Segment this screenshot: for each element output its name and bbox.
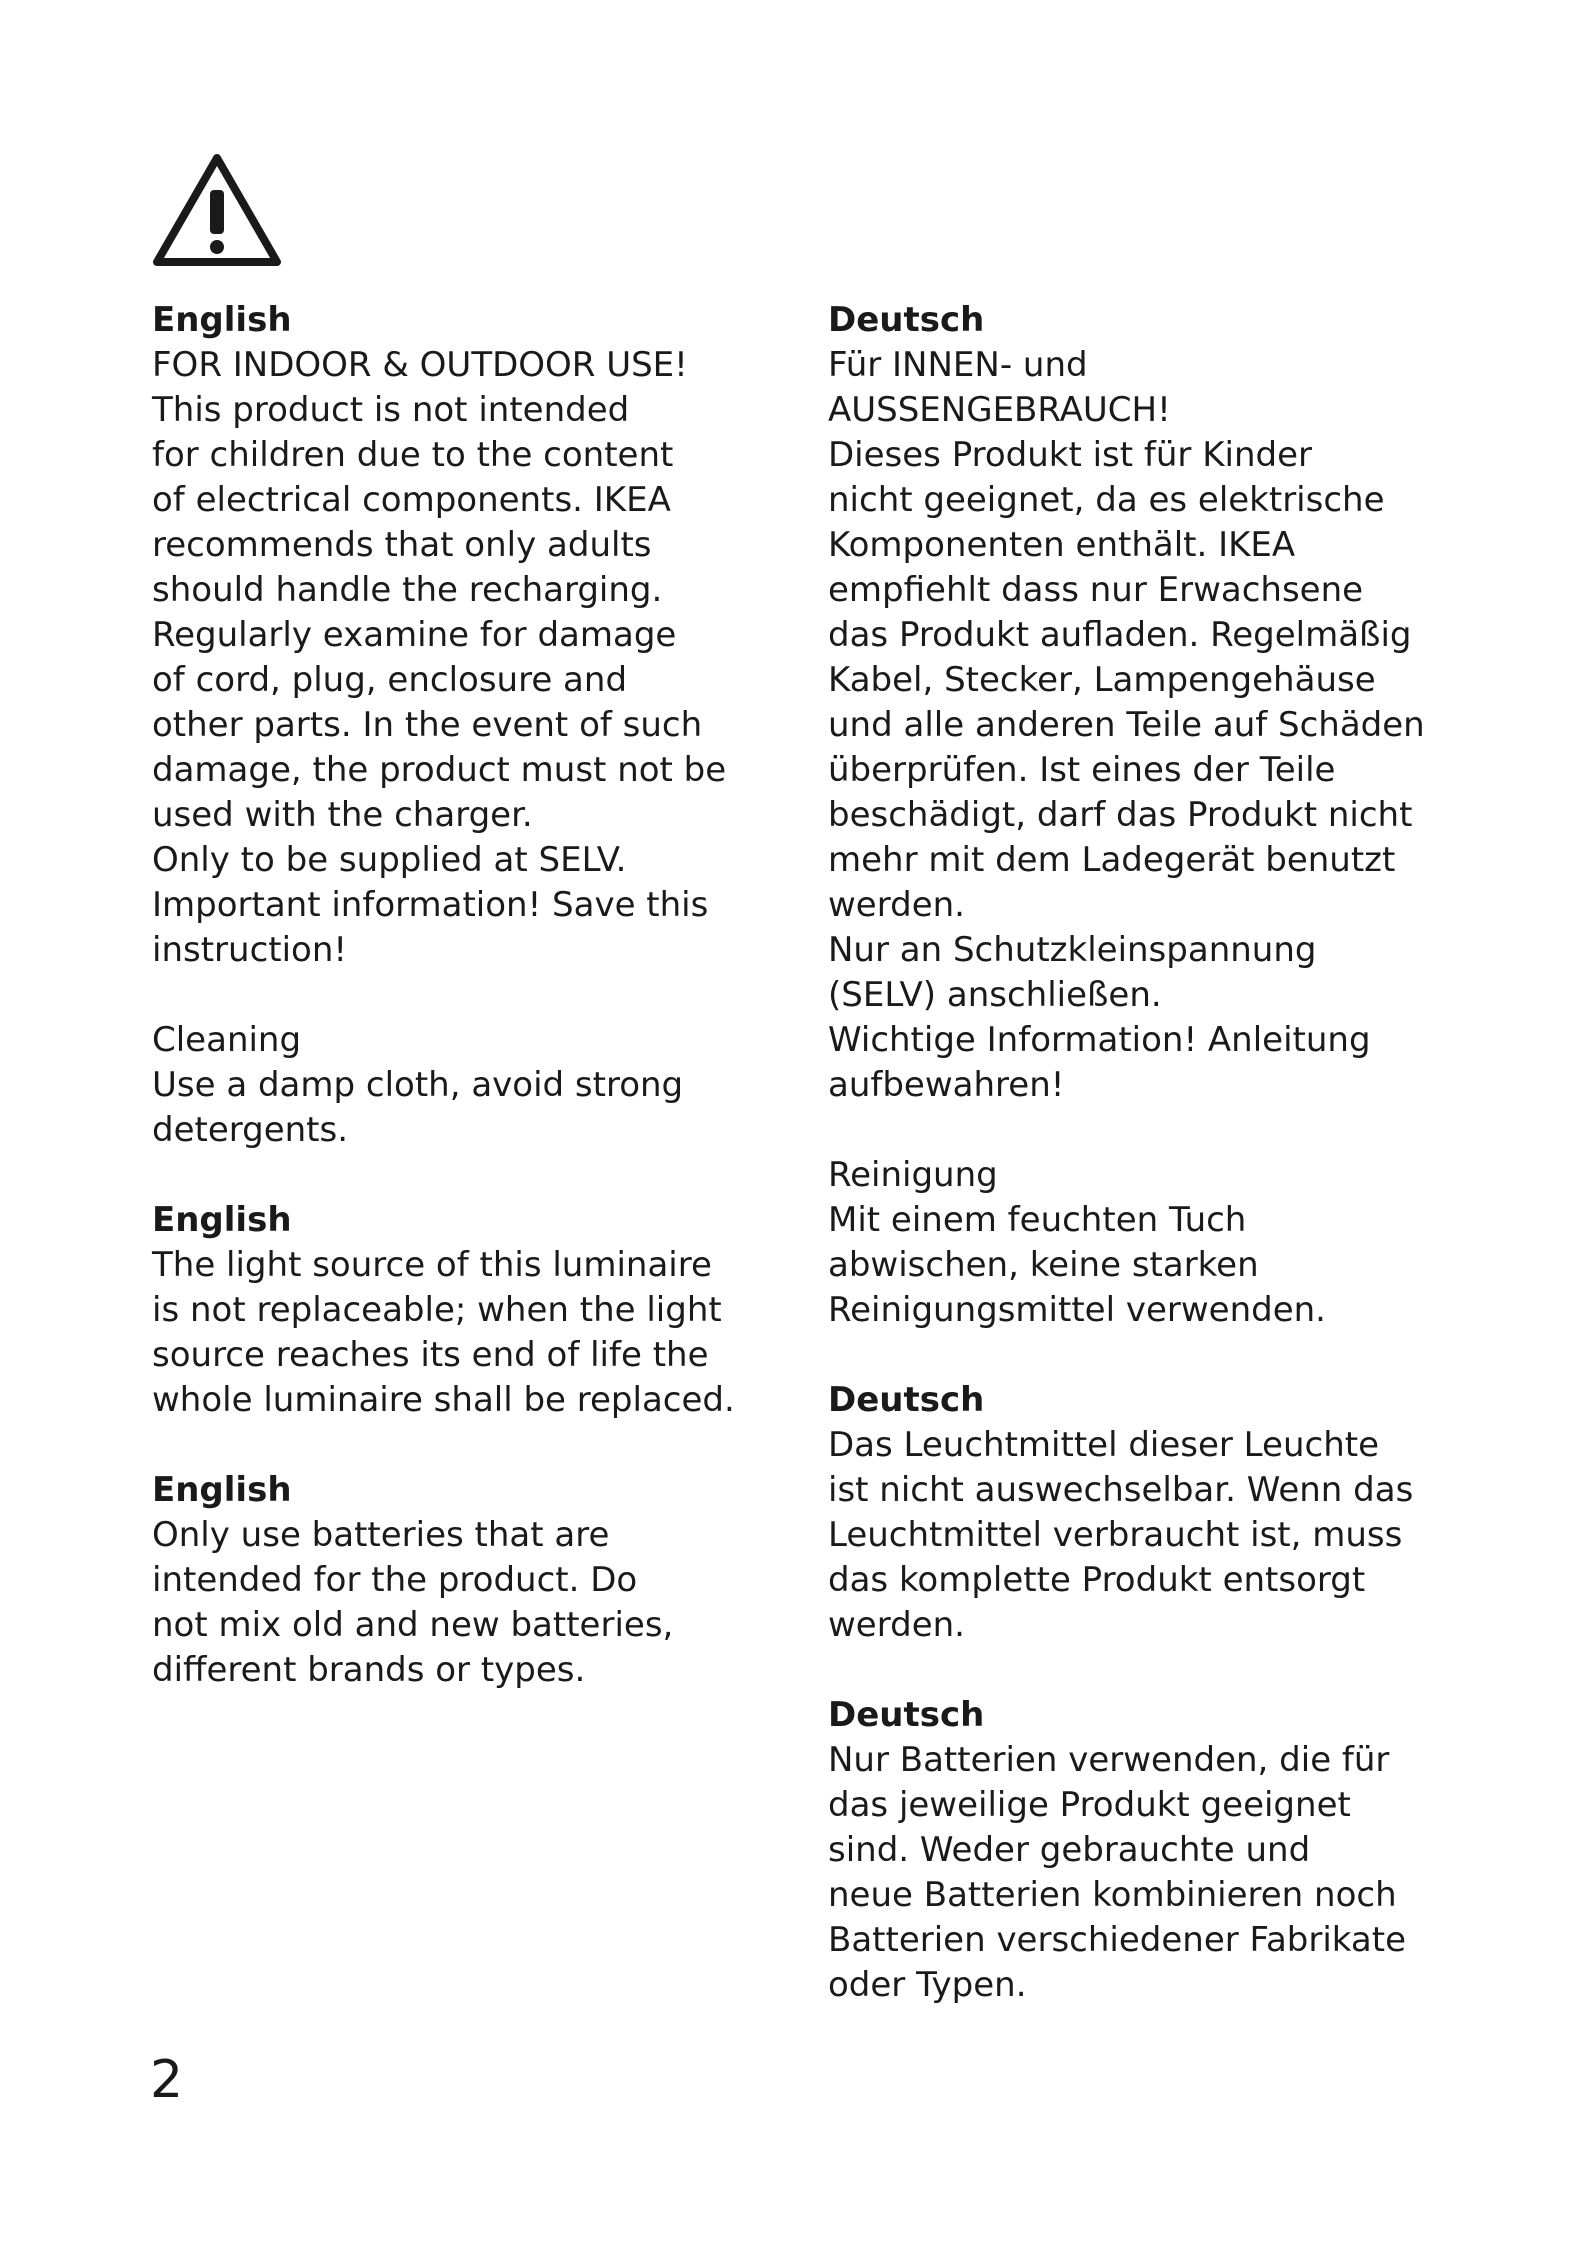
batteries-text <box>152 1513 792 1693</box>
text-line: AUSSENGEBRAUCH! <box>828 390 1171 430</box>
text-line: Batterien verschiedener Fabrikate <box>828 1920 1406 1960</box>
text-line: of electrical components. IKEA <box>152 480 671 520</box>
text-line: das komplette Produkt entsorgt <box>828 1560 1366 1600</box>
text-line: Only use batteries that are <box>152 1515 610 1555</box>
text-line: Regularly examine for damage <box>152 615 677 655</box>
text-line: aufbewahren! <box>828 1065 1065 1105</box>
text-line: beschädigt, darf das Produkt nicht <box>828 795 1413 835</box>
text-line: Das Leuchtmittel dieser Leuchte <box>828 1425 1379 1465</box>
text-line: This product is not intended <box>152 390 630 430</box>
light-source-text <box>828 1423 1468 1648</box>
cleaning-text <box>152 1063 792 1153</box>
text-line: werden. <box>828 885 965 925</box>
text-line: Kabel, Stecker, Lampengehäuse <box>828 660 1376 700</box>
cleaning-title: Reinigung <box>828 1155 998 1195</box>
text-line: (SELV) anschließen. <box>828 975 1162 1015</box>
text-line: Important information! Save this <box>152 885 709 925</box>
deutsch-safety-section <box>828 298 1468 1333</box>
text-line: Leuchtmittel verbraucht ist, muss <box>828 1515 1403 1555</box>
text-line: Für INNEN- und <box>828 345 1088 385</box>
text-line: source reaches its end of life the <box>152 1335 709 1375</box>
text-line: of cord, plug, enclosure and <box>152 660 628 700</box>
text-line: Use a damp cloth, avoid strong <box>152 1065 684 1105</box>
text-line: different brands or types. <box>152 1650 586 1690</box>
deutsch-light-source-section <box>828 1378 1468 1648</box>
text-line: werden. <box>828 1605 965 1645</box>
text-line: whole luminaire shall be replaced. <box>152 1380 735 1420</box>
section-heading: Deutsch <box>828 1695 985 1735</box>
text-line: nicht geeignet, da es elektrische <box>828 480 1385 520</box>
text-line: other parts. In the event of such <box>152 705 703 745</box>
text-line: abwischen, keine starken <box>828 1245 1259 1285</box>
text-line: for children due to the content <box>152 435 674 475</box>
text-line: überprüfen. Ist eines der Teile <box>828 750 1336 790</box>
warning-triangle-icon <box>150 150 284 270</box>
deutsch-column <box>828 298 1468 2008</box>
text-line: empfiehlt dass nur Erwachsene <box>828 570 1364 610</box>
text-line: The light source of this luminaire <box>152 1245 712 1285</box>
text-line: detergents. <box>152 1110 349 1150</box>
text-line: das jeweilige Produkt geeignet <box>828 1785 1351 1825</box>
english-batteries-section <box>152 1468 792 1693</box>
text-line: damage, the product must not be <box>152 750 727 790</box>
text-line: FOR INDOOR & OUTDOOR USE! <box>152 345 688 385</box>
text-line: sind. Weder gebrauchte und <box>828 1830 1311 1870</box>
text-line: Dieses Produkt ist für Kinder <box>828 435 1312 475</box>
text-line: mehr mit dem Ladegerät benutzt <box>828 840 1396 880</box>
deutsch-batteries-section <box>828 1693 1468 2008</box>
english-column <box>152 298 792 1693</box>
page-number: 2 <box>150 2050 184 2110</box>
text-line: Nur Batterien verwenden, die für <box>828 1740 1390 1780</box>
text-line: Only to be supplied at SELV. <box>152 840 627 880</box>
section-heading: English <box>152 1200 292 1240</box>
text-line: Komponenten enthält. IKEA <box>828 525 1296 565</box>
text-line: Mit einem feuchten Tuch <box>828 1200 1247 1240</box>
light-source-text <box>152 1243 792 1423</box>
text-line: und alle anderen Teile auf Schäden <box>828 705 1425 745</box>
safety-text <box>828 343 1468 1108</box>
text-line: ist nicht auswechselbar. Wenn das <box>828 1470 1414 1510</box>
safety-text <box>152 343 792 973</box>
text-line: is not replaceable; when the light <box>152 1290 722 1330</box>
cleaning-text <box>828 1198 1468 1333</box>
text-line: Wichtige Information! Anleitung <box>828 1020 1371 1060</box>
section-heading: Deutsch <box>828 300 985 340</box>
text-line: oder Typen. <box>828 1965 1027 2005</box>
text-line: used with the charger. <box>152 795 533 835</box>
text-line: should handle the recharging. <box>152 570 663 610</box>
english-light-source-section <box>152 1198 792 1423</box>
text-line: das Produkt aufladen. Regelmäßig <box>828 615 1412 655</box>
batteries-text <box>828 1738 1468 2008</box>
text-line: instruction! <box>152 930 348 970</box>
section-heading: Deutsch <box>828 1380 985 1420</box>
english-safety-section <box>152 298 792 1153</box>
text-line: intended for the product. Do <box>152 1560 638 1600</box>
section-heading: English <box>152 300 292 340</box>
section-heading: English <box>152 1470 292 1510</box>
text-line: Nur an Schutzkleinspannung <box>828 930 1317 970</box>
text-line: neue Batterien kombinieren noch <box>828 1875 1397 1915</box>
cleaning-title: Cleaning <box>152 1020 302 1060</box>
text-line: Reinigungsmittel verwenden. <box>828 1290 1326 1330</box>
text-line: not mix old and new batteries, <box>152 1605 674 1645</box>
text-line: recommends that only adults <box>152 525 652 565</box>
